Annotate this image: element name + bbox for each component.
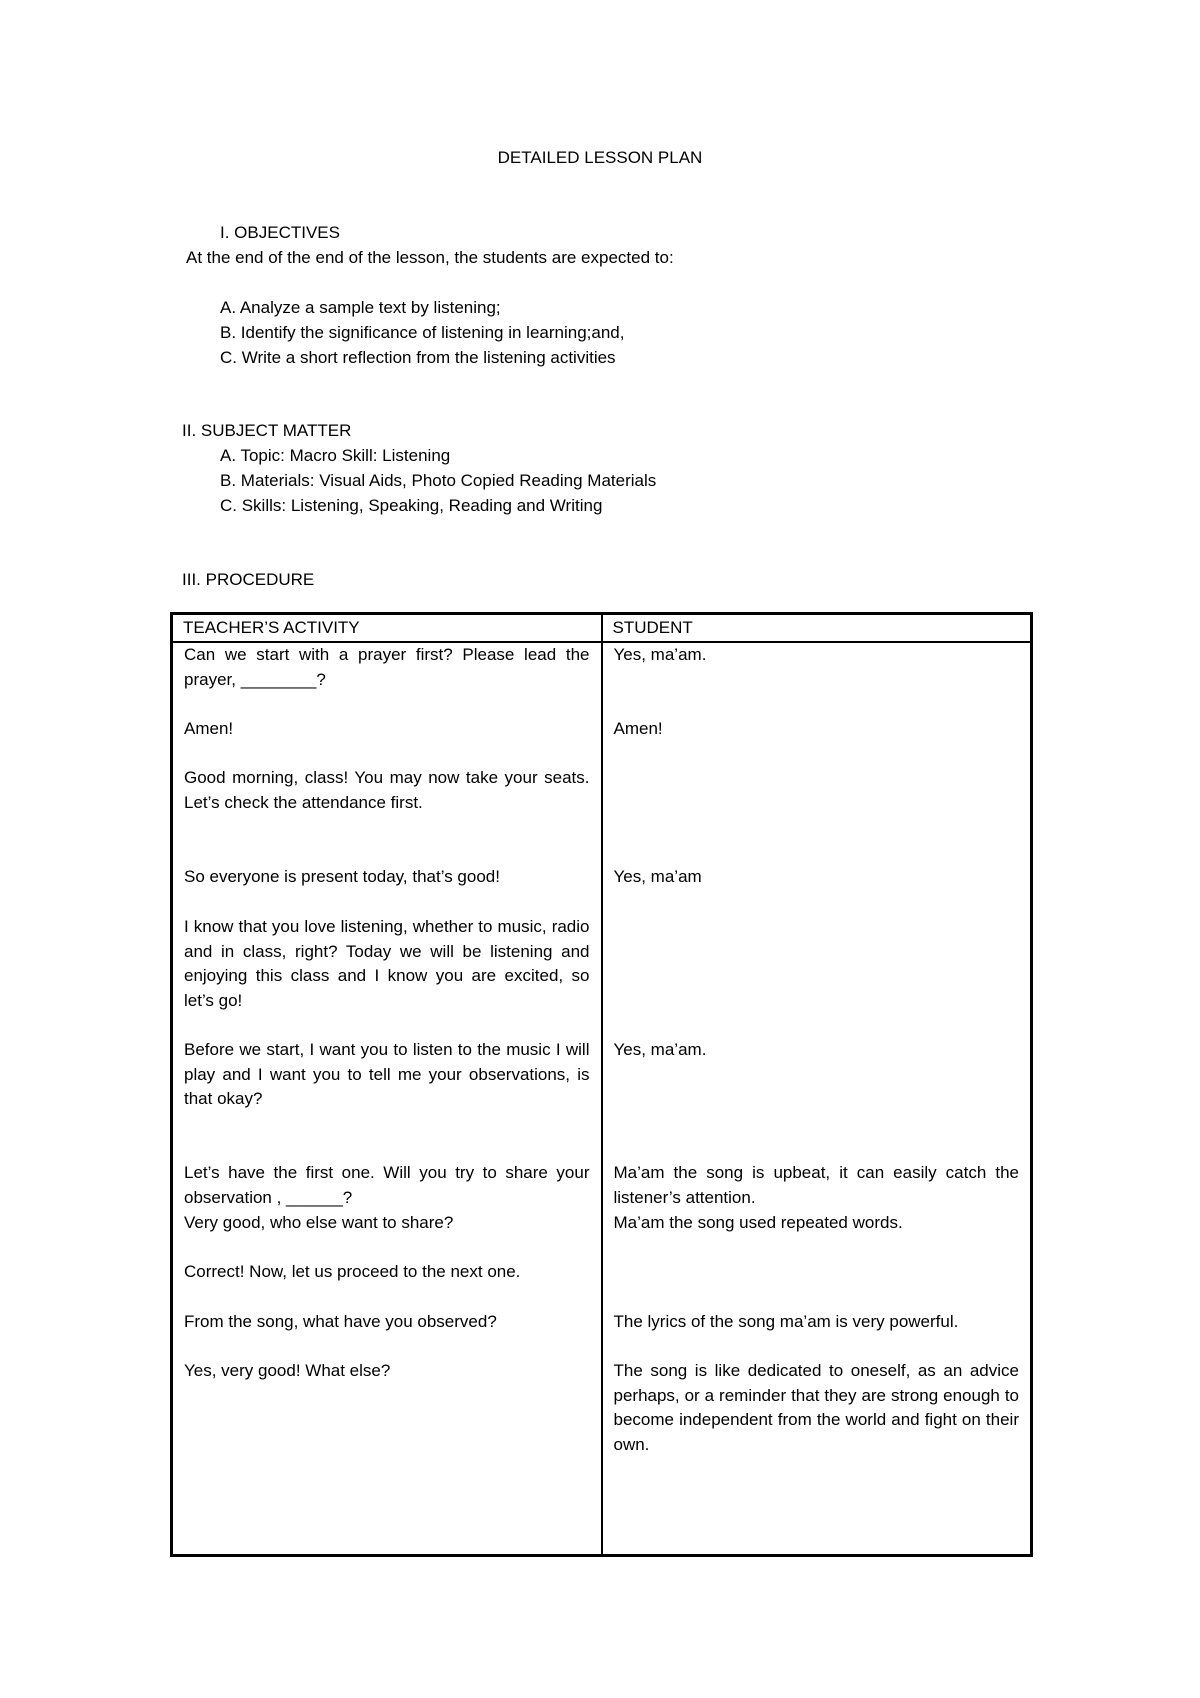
student-column-header: STUDENT xyxy=(602,614,1032,643)
teacher-line: Before we start, I want you to listen to the music I will play and I want you to tell me your observations, is that okay? xyxy=(184,1040,590,1109)
student-line: Ma’am the song used repeated words. xyxy=(613,1213,903,1232)
subject-matter-heading: II. SUBJECT MATTER xyxy=(182,421,352,440)
teacher-line: Amen! xyxy=(184,719,234,738)
procedure-heading: III. PROCEDURE xyxy=(182,570,315,589)
subject-matter-item: B. Materials: Visual Aids, Photo Copied Reading Materials xyxy=(220,471,657,490)
teacher-line: I know that you love listening, whether to music, radio and in class, right? Today we will be listening and enjoying this class and I know you are excited, so let’s go! xyxy=(184,917,590,1010)
student-line: Yes, ma’am. xyxy=(613,645,707,664)
teacher-line: Can we start with a prayer first? Please lead the prayer, ________? xyxy=(184,645,590,689)
objectives-heading: I. OBJECTIVES xyxy=(220,223,340,242)
document-title: DETAILED LESSON PLAN xyxy=(497,148,703,167)
subject-matter-item: A. Topic: Macro Skill: Listening xyxy=(220,446,451,465)
subject-matter-item: C. Skills: Listening, Speaking, Reading and Writing xyxy=(220,496,603,515)
student-line: The song is like dedicated to oneself, as an advice perhaps, or a reminder that they are strong enough to become independent from the world and fight on their own. xyxy=(613,1361,1019,1454)
student-line: Yes, ma’am xyxy=(613,867,702,886)
student-line: Amen! xyxy=(613,719,663,738)
objective-item: C. Write a short reflection from the listening activities xyxy=(220,348,616,367)
teacher-column-header: TEACHER’S ACTIVITY xyxy=(172,614,602,643)
teacher-line: Very good, who else want to share? xyxy=(184,1213,454,1232)
student-response-cell xyxy=(602,642,1032,1556)
teacher-line: Correct! Now, let us proceed to the next one. xyxy=(184,1262,521,1281)
teacher-line: From the song, what have you observed? xyxy=(184,1312,497,1331)
objective-item: B. Identify the significance of listening in learning;and, xyxy=(220,323,625,342)
teacher-line: Good morning, class! You may now take your seats. Let’s check the attendance first. xyxy=(184,768,590,812)
student-line: The lyrics of the song ma’am is very powerful. xyxy=(613,1312,959,1331)
student-line: Ma’am the song is upbeat, it can easily catch the listener’s attention. xyxy=(613,1163,1019,1207)
teacher-line: Yes, very good! What else? xyxy=(184,1361,391,1380)
teacher-activity-cell xyxy=(172,642,602,1556)
teacher-line: So everyone is present today, that’s good! xyxy=(184,867,500,886)
objective-item: A. Analyze a sample text by listening; xyxy=(220,298,501,317)
procedure-table xyxy=(170,612,1033,1557)
objectives-intro: At the end of the end of the lesson, the students are expected to: xyxy=(186,248,674,267)
student-line: Yes, ma’am. xyxy=(613,1040,707,1059)
teacher-line: Let’s have the first one. Will you try to share your observation , ______? xyxy=(184,1163,590,1207)
